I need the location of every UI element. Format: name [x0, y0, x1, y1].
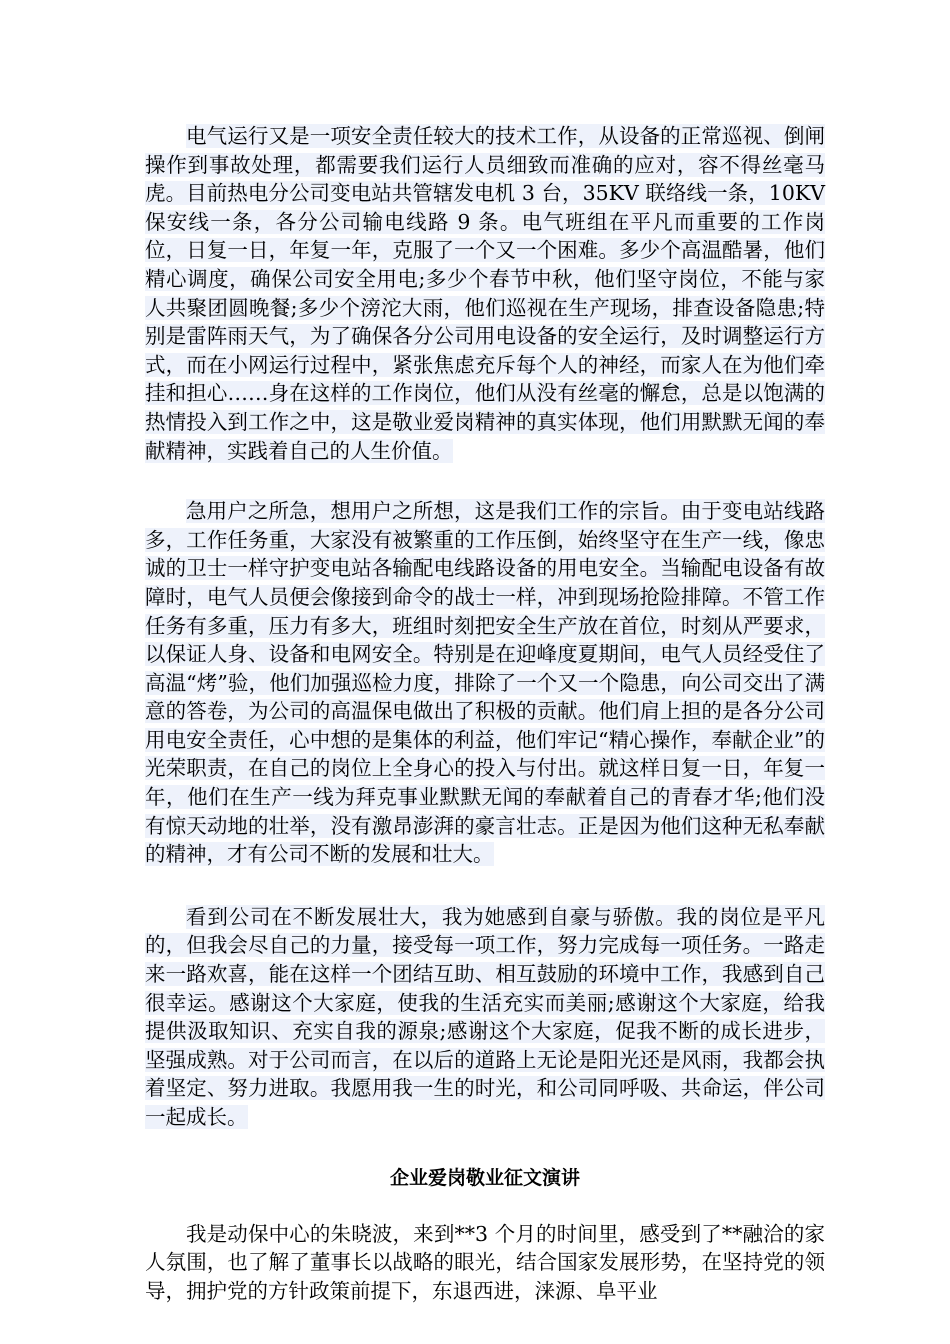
section-title: 企业爱岗敬业征文演讲: [389, 1166, 580, 1189]
paragraph-gap: [145, 1192, 825, 1220]
paragraph-text: 我是动保中心的朱晓波，来到**3 个月的时间里，感受到了**融洽的家人氛围，也了解了董事长以战略的眼光，结合国家发展形势，在坚持党的领导，拥护党的方针政策前提下，东退西进，涞源、阜平业: [145, 1221, 825, 1303]
paragraph-intro: [145, 1220, 825, 1306]
paragraph-gap: [145, 869, 825, 903]
paragraph-text: 急用户之所急，想用户之所想，这是我们工作的宗旨。由于变电站线路多，工作任务重，大家没有被繁重的工作压倒，始终坚守在生产一线，像忠诚的卫士一样守护变电站各输配电线路设备的用电安全。当输配电设备有故障时，电气人员便会像接到命令的战士一样，冲到现场抢险排障。不管工作任务有多重，压力有多大，班组时刻把安全生产放在首位，时刻从严要求，以保证人身、设备和电网安全。特别是在迎峰度夏期间，电气人员经受住了高温“烤”验，他们加强巡检力度，排除了一个又一个隐患，向公司交出了满意的答卷，为公司的高温保电做出了积极的贡献。他们肩上担的是各分公司用电安全责任，心中想的是集体的利益，他们牢记“精心操作，奉献企业”的光荣职责，在自己的岗位上全身心的投入与付出。就这样日复一日，年复一年，他们在生产一线为拜克事业默默无闻的奉献着自己的青春才华;他们没有惊天动地的壮举，没有激昂澎湃的豪言壮志。正是因为他们这种无私奉献的精神，才有公司不断的发展和壮大。: [145, 499, 825, 867]
paragraph-gap: [145, 465, 825, 497]
paragraph-text: 看到公司在不断发展壮大，我为她感到自豪与骄傲。我的岗位是平凡的，但我会尽自己的力量，接受每一项工作，努力完成每一项任务。一路走来一路欢喜，能在这样一个团结互助、相互鼓励的环境中工作，我感到自己很幸运。感谢这个大家庭，使我的生活充实而美丽;感谢这个大家庭，给我提供汲取知识、充实自我的源泉;感谢这个大家庭，促我不断的成长进步，坚强成熟。对于公司而言，在以后的道路上无论是阳光还是风雨，我都会执着坚定、努力进取。我愿用我一生的时光，和公司同呼吸、共命运，伴公司一起成长。: [145, 904, 825, 1129]
paragraph-service: [145, 497, 825, 869]
paragraph-text: 电气运行又是一项安全责任较大的技术工作，从设备的正常巡视、倒闸操作到事故处理，都需要我们运行人员细致而准确的应对，容不得丝毫马虎。目前热电分公司变电站共管辖发电机 3 台，35KV 联络线一条，10KV 保安线一条，各分公司输电线路 9 条。电气班组在平凡而重要的工作岗位，日复一日，年复一年，克服了一个又一个困难。多少个高温酷暑，他们精心调度，确保公司安全用电;多少个春节中秋，他们坚守岗位，不能与家人共聚团圆晚餐;多少个滂沱大雨，他们巡视在生产现场，排查设备隐患;特别是雷阵雨天气，为了确保各分公司用电设备的安全运行，及时调整运行方式，而在小网运行过程中，紧张焦虑充斥每个人的神经，而家人在为他们牵挂和担心……身在这样的工作岗位，他们从没有丝毫的懈怠，总是以饱满的热情投入到工作之中，这是敬业爱岗精神的真实体现，他们用默默无闻的奉献精神，实践着自己的人生价值。: [145, 124, 825, 463]
paragraph-pride: [145, 903, 825, 1132]
paragraph-gap: [145, 1132, 825, 1164]
paragraph-duty: [145, 122, 825, 465]
document-body: [145, 122, 825, 1305]
